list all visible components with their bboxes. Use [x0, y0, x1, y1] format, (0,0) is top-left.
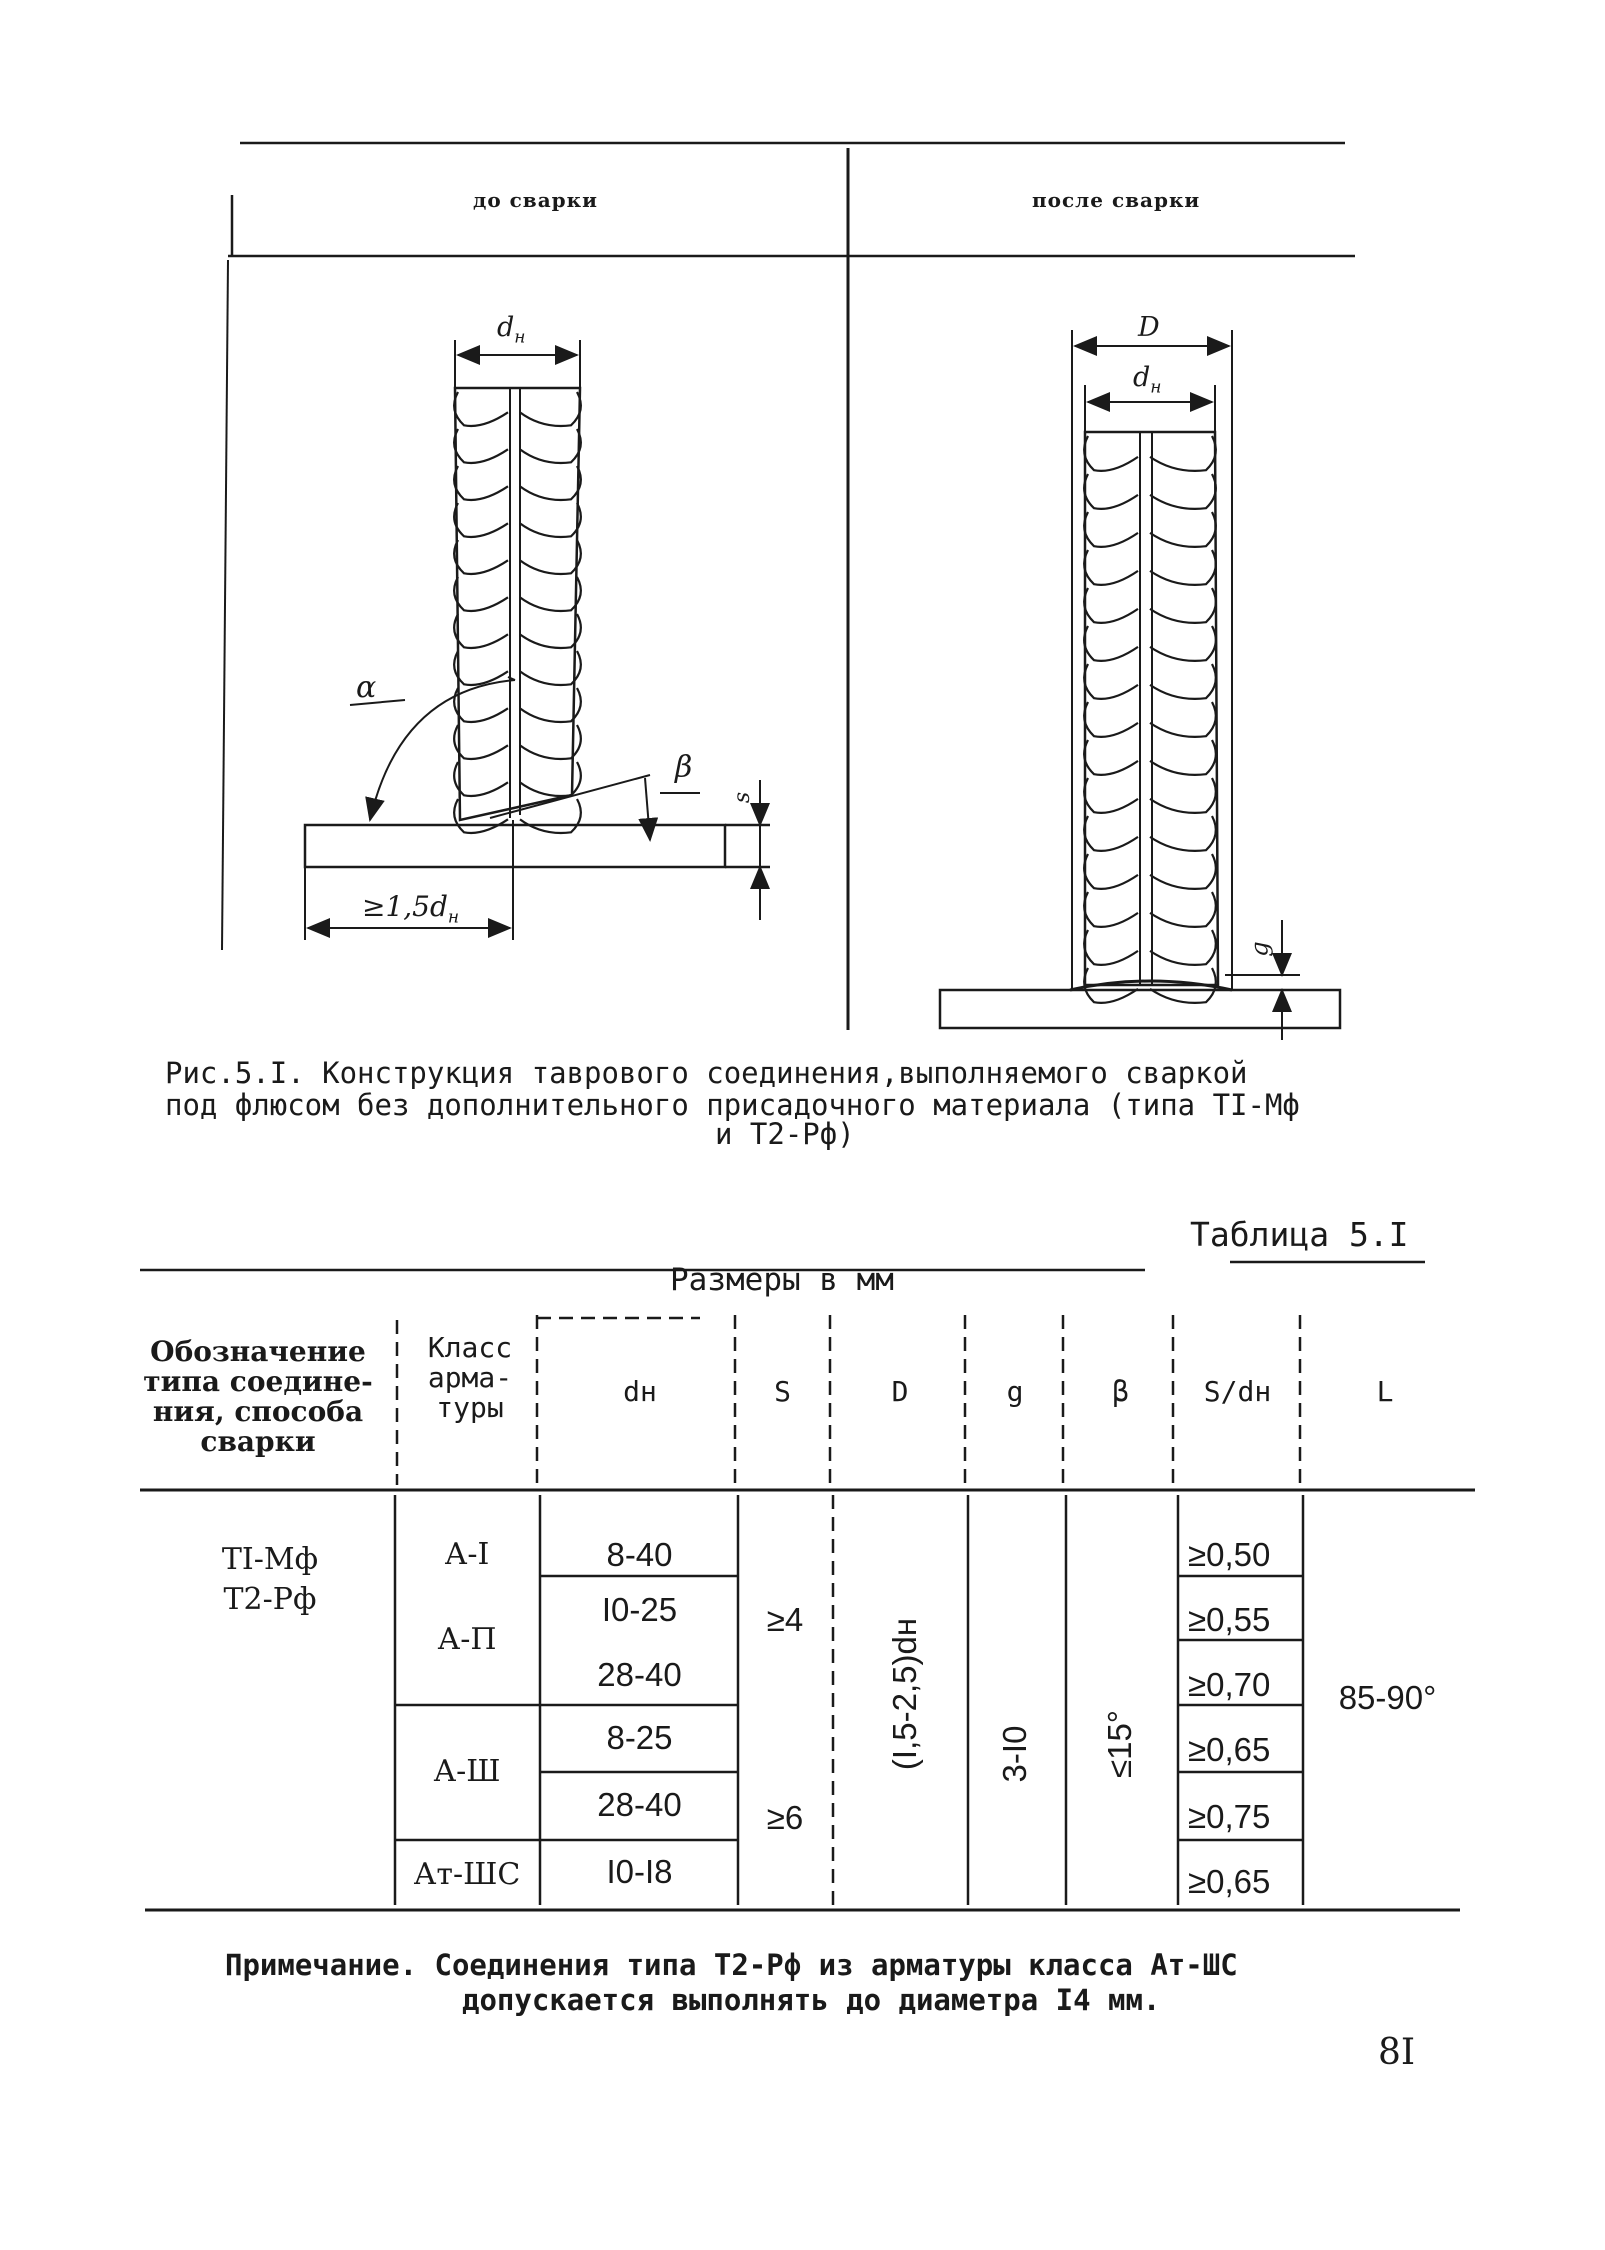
note-line-2: допускается выполнять до диаметра I4 мм. [462, 1983, 1161, 2017]
note-line-1: Примечание. Соединения типа Т2-Рф из арматуры класса Ат-ШС [225, 1948, 1238, 1982]
s-value-1: ≥4 [766, 1601, 804, 1638]
rebar-right-rib [1150, 664, 1216, 699]
rebar-left-rib [454, 503, 508, 537]
D-value: (I,5-2,5)dн [886, 1617, 923, 1771]
rebar-left-rib [520, 503, 581, 537]
rebar-right-rib [1084, 512, 1138, 547]
rebar-right-rib [1084, 740, 1138, 775]
rebar-right-rib [1150, 588, 1216, 623]
rebar-left-rib [454, 540, 508, 574]
dn-cell-1: 8-40 [606, 1536, 673, 1573]
rebar-left-rib [454, 392, 508, 426]
sdn-cell-4: ≥0,65 [1188, 1731, 1271, 1768]
rebar-right-rib [1150, 740, 1216, 775]
sdn-cell-6: ≥0,65 [1188, 1863, 1271, 1900]
rebar-left-rib [454, 725, 508, 759]
caption-line-2: под флюсом без дополнительного присадочного материала (типа TI-Мф [165, 1088, 1300, 1122]
rebar-left-rib [520, 614, 581, 648]
rebar-right-rib [1084, 778, 1138, 813]
rebar-left-rib [454, 651, 508, 685]
rebar-left-rib [520, 392, 581, 426]
label-dn-before: $d_н$ [497, 312, 526, 348]
rebar-right-rib [1150, 778, 1216, 813]
rebar-left-rib [454, 614, 508, 648]
rebar-right-rib [1150, 702, 1216, 737]
header-g: g [1006, 1375, 1024, 1408]
rebar-left-rib [520, 540, 581, 574]
table-title: Таблица 5.I [1190, 1215, 1409, 1254]
type-value-2: Т2-Рф [223, 1582, 317, 1617]
dn-cell-5: 28-40 [597, 1786, 682, 1823]
figure-5-1 [0, 0, 1605, 1060]
rebar-right-rib [1150, 436, 1216, 471]
rebar-right-rib [1084, 816, 1138, 851]
header-s-dn: S/dн [1203, 1375, 1272, 1408]
label-s: s [730, 791, 756, 804]
rebar-right-rib [1150, 816, 1216, 851]
caption-line-1: Рис.5.I. Конструкция таврового соединения,выполняемого сваркой [165, 1056, 1248, 1090]
rebar-right-rib [1150, 854, 1216, 889]
header-type: Обозначение типа соедине- ния, способа сварки [143, 1335, 373, 1458]
class-cell-1: А-I [444, 1537, 490, 1572]
column-head-after: после сварки [1032, 188, 1201, 212]
class-cell-6: Ат-ШС [413, 1857, 521, 1892]
rebar-left-rib [520, 688, 581, 722]
class-cell-2: А-П [437, 1622, 497, 1657]
rebar-left-rib [454, 577, 508, 611]
L-value: 85-90° [1338, 1679, 1437, 1716]
rebar-right-rib [1084, 626, 1138, 661]
beta-value: ≤15° [1101, 1710, 1138, 1779]
header-s: S [774, 1375, 791, 1408]
rebar-right-rib [1150, 512, 1216, 547]
rebar-right-rib [1084, 588, 1138, 623]
rebar-right-rib [1084, 550, 1138, 585]
table-units: Размеры в мм [670, 1262, 894, 1298]
label-alpha: α [356, 670, 377, 705]
dn-cell-3: 28-40 [597, 1656, 682, 1693]
dn-cell-2: I0-25 [601, 1591, 678, 1628]
header-dn: dн [623, 1375, 657, 1408]
caption-line-3: и Т2-Рф) [715, 1117, 855, 1151]
column-head-before: до сварки [473, 188, 598, 212]
sdn-cell-1: ≥0,50 [1188, 1536, 1271, 1573]
rebar-right-rib [1150, 474, 1216, 509]
rebar-right-rib [1150, 626, 1216, 661]
base-plate-right [940, 990, 1340, 1028]
base-plate-left [305, 825, 725, 867]
rebar-right-rib [1150, 892, 1216, 927]
rebar-right-rib [1084, 854, 1138, 889]
dn-cell-6: I0-I8 [606, 1853, 673, 1890]
rebar-left-rib [520, 651, 581, 685]
header-class: Класс арма- туры [427, 1331, 513, 1424]
rebar-right-rib [1084, 474, 1138, 509]
rebar-left-rib [520, 466, 581, 500]
label-overhang: $\ge 1,5d_н$ [362, 890, 460, 928]
label-g: g [1245, 941, 1274, 957]
figure-drawing [0, 0, 1605, 1060]
sdn-cell-2: ≥0,55 [1188, 1601, 1271, 1638]
rebar-right-rib [1150, 930, 1216, 965]
label-dn-after: $d_н$ [1133, 362, 1162, 398]
rebar-right-rib [1084, 702, 1138, 737]
class-cell-4: А-Ш [433, 1754, 501, 1789]
label-beta: β [675, 750, 693, 785]
rebar-right-rib [1084, 930, 1138, 965]
rebar-right-rib [1084, 892, 1138, 927]
label-D: D [1138, 312, 1160, 343]
rebar-right-rib [1150, 550, 1216, 585]
dn-cell-4: 8-25 [606, 1719, 673, 1756]
rebar-before-welding [455, 388, 580, 820]
type-value-1: TI-Мф [221, 1542, 319, 1577]
rebar-right-rib [1084, 664, 1138, 699]
page-number: 8I [1378, 2032, 1416, 2073]
sdn-cell-5: ≥0,75 [1188, 1798, 1271, 1835]
rebar-left-rib [520, 429, 581, 463]
g-value: 3-I0 [996, 1725, 1033, 1783]
header-beta: β [1112, 1375, 1129, 1408]
rebar-left-rib [520, 577, 581, 611]
rebar-after-welding [1085, 432, 1218, 985]
rebar-right-rib [1084, 436, 1138, 471]
rebar-left-rib [454, 466, 508, 500]
rebar-left-rib [454, 762, 508, 796]
header-L: L [1376, 1375, 1394, 1408]
header-D: D [891, 1375, 909, 1408]
sdn-cell-3: ≥0,70 [1188, 1666, 1271, 1703]
rebar-left-rib [454, 429, 508, 463]
s-value-2: ≥6 [766, 1799, 804, 1836]
